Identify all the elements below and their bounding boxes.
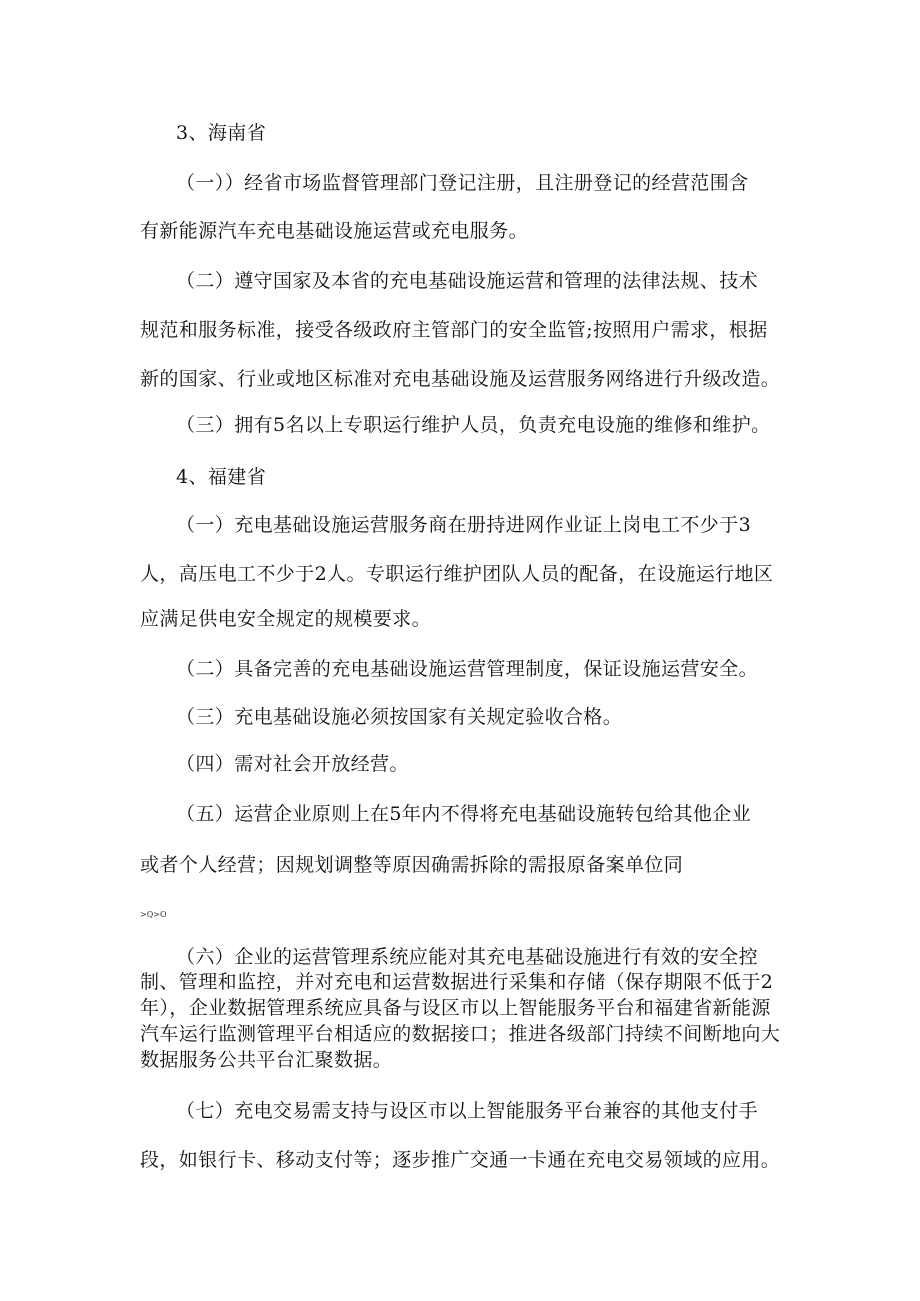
garbled-fragment: >Q>O <box>140 910 167 919</box>
paragraph-line: （一）充电基础设施运营服务商在册持进网作业证上岗电工不少于3 <box>176 514 752 536</box>
paragraph-line: 汽车运行监测管理平台相适应的数据接口；推进各级部门持续不间断地向大 <box>140 1023 781 1045</box>
paragraph-line: （一））经省市场监督管理部门登记注册，且注册登记的经营范围含 <box>176 172 749 194</box>
paragraph-line: （七）充电交易需支持与设区市以上智能服务平台兼容的其他支付手 <box>176 1100 759 1122</box>
paragraph-line: 数据服务公共平台汇聚数据。 <box>140 1049 393 1071</box>
paragraph-line: （三）充电基础设施必须按国家有关规定验收合格。 <box>176 706 623 728</box>
paragraph-line: 年），企业数据管理系统应具备与设区市以上智能服务平台和福建省新能源 <box>140 997 771 1019</box>
paragraph-line: （五）运营企业原则上在5年内不得将充电基础设施转包给其他企业 <box>176 803 752 825</box>
section-heading-fujian: 4、福建省 <box>176 466 267 488</box>
paragraph-line: （三）拥有5名以上专职运行维护人员，负责充电设施的维修和维护。 <box>176 414 771 436</box>
paragraph-line: 新的国家、行业或地区标准对充电基础设施及运营服务网络进行升级改造。 <box>140 368 781 390</box>
paragraph-line: （六）企业的运营管理系统应能对其充电基础设施进行有效的安全控 <box>176 946 759 968</box>
paragraph-line: （二）具备完善的充电基础设施运营管理制度，保证设施运营安全。 <box>176 658 759 680</box>
paragraph-line: （二）遵守国家及本省的充电基础设施运营和管理的法律法规、技术 <box>176 270 759 292</box>
paragraph-line: （四）需对社会开放经营。 <box>176 753 409 775</box>
paragraph-line: 应满足供电安全规定的规模要求。 <box>140 608 432 630</box>
paragraph-line: 制、管理和监控，并对充电和运营数据进行采集和存储（保存期限不低于2 <box>140 971 774 993</box>
paragraph-line: 有新能源汽车充电基础设施运营或充电服务。 <box>140 220 529 242</box>
paragraph-line: 人，高压电工不少于2人。专职运行维护团队人员的配备，在设施运行地区 <box>140 563 774 585</box>
paragraph-line: 或者个人经营；因规划调整等原因确需拆除的需报原备案单位同 <box>140 854 684 876</box>
paragraph-line: 段，如银行卡、移动支付等；逐步推广交通一卡通在充电交易领域的应用。 <box>140 1149 781 1171</box>
section-heading-hainan: 3、海南省 <box>176 122 267 144</box>
paragraph-line: 规范和服务标准，接受各级政府主管部门的安全监管;按照用户需求，根据 <box>140 319 768 341</box>
